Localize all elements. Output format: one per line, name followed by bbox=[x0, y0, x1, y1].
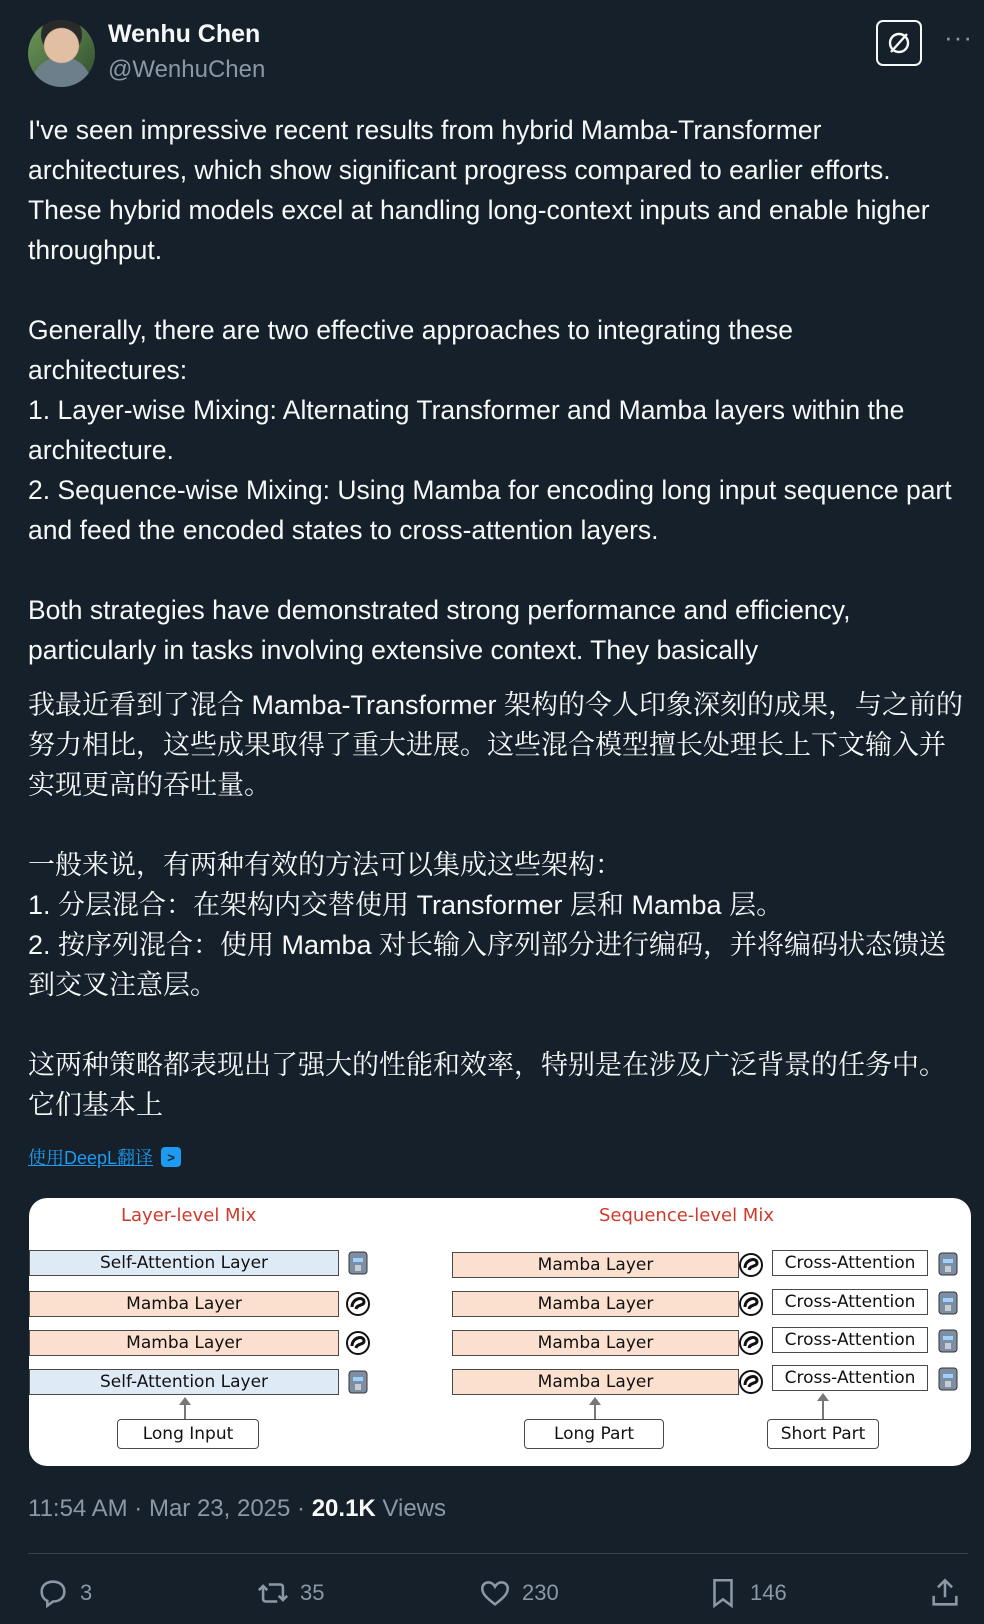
long-part-box: Long Part bbox=[524, 1419, 664, 1449]
translate-link-label[interactable]: 使用DeepL翻译 bbox=[28, 1148, 154, 1168]
mamba-snake-icon bbox=[737, 1368, 765, 1396]
mamba-snake-icon bbox=[344, 1290, 372, 1318]
layer-level-title: Layer-level Mix bbox=[121, 1205, 257, 1226]
more-options-icon[interactable]: ··· bbox=[944, 22, 973, 52]
bookmark-button[interactable] bbox=[706, 1576, 787, 1610]
transformer-robot-icon bbox=[344, 1368, 372, 1396]
sequence-level-title: Sequence-level Mix bbox=[599, 1205, 774, 1226]
heart-icon bbox=[478, 1576, 512, 1610]
reply-icon bbox=[36, 1576, 70, 1610]
mamba-snake-icon bbox=[737, 1251, 765, 1279]
long-input-box: Long Input bbox=[117, 1419, 259, 1449]
attached-image[interactable] bbox=[29, 1198, 971, 1466]
arrow-up-icon bbox=[822, 1395, 824, 1419]
transformer-robot-icon bbox=[934, 1250, 962, 1278]
tweet-header bbox=[28, 20, 973, 88]
grok-icon bbox=[884, 28, 914, 58]
translate-link[interactable] bbox=[28, 1144, 181, 1170]
share-icon bbox=[928, 1576, 962, 1610]
cross-attention-layer: Cross-Attention bbox=[772, 1327, 928, 1353]
divider bbox=[28, 1553, 968, 1554]
transformer-robot-icon bbox=[934, 1289, 962, 1317]
deepl-icon: > bbox=[161, 1147, 181, 1167]
mamba-layer: Mamba Layer bbox=[452, 1369, 739, 1395]
cross-attention-layer: Cross-Attention bbox=[772, 1289, 928, 1315]
mamba-layer: Mamba Layer bbox=[452, 1330, 739, 1356]
mamba-snake-icon bbox=[737, 1290, 765, 1318]
arrow-up-icon bbox=[184, 1399, 186, 1419]
transformer-robot-icon bbox=[934, 1365, 962, 1393]
reply-button[interactable] bbox=[36, 1576, 92, 1610]
mamba-layer: Mamba Layer bbox=[452, 1291, 739, 1317]
author-name[interactable]: Wenhu Chen bbox=[108, 20, 261, 48]
self-attention-layer: Self-Attention Layer bbox=[29, 1250, 339, 1276]
mamba-layer: Mamba Layer bbox=[29, 1330, 339, 1356]
action-bar bbox=[0, 1568, 984, 1624]
like-button[interactable] bbox=[478, 1576, 559, 1610]
transformer-robot-icon bbox=[344, 1249, 372, 1277]
repost-count: 35 bbox=[300, 1580, 325, 1605]
author-handle[interactable]: @WenhuChen bbox=[108, 56, 266, 83]
bookmark-icon bbox=[706, 1576, 740, 1610]
repost-icon bbox=[256, 1576, 290, 1610]
mamba-snake-icon bbox=[344, 1329, 372, 1357]
grok-button[interactable] bbox=[876, 20, 922, 66]
transformer-robot-icon bbox=[934, 1327, 962, 1355]
arrow-up-icon bbox=[594, 1399, 596, 1419]
views-label: Views bbox=[375, 1495, 447, 1522]
avatar[interactable] bbox=[28, 20, 95, 87]
translated-text: 我最近看到了混合 Mamba-Transformer 架构的令人印象深刻的成果，与之前的努力相比，这些成果取得了重大进展。这些混合模型擅长处理长上下文输入并实现更高的吞吐量。 一般来说，有两种有效的方法可以集成这些架构： 1. 分层混合：在架构内交替使用 Transformer 层和 Mamba 层。 2. 按序列混合：使用 Mamba 对长输入序列部分进行编码，并将编码状态馈送到交叉注意层。 这两种策略都表现出了强大的性能和效率，特别是在涉及广泛背景的任务中。它们基本上 bbox=[28, 690, 964, 1120]
bookmark-count: 146 bbox=[750, 1580, 787, 1605]
timestamp[interactable]: 11:54 AM · Mar 23, 2025 · bbox=[28, 1495, 312, 1522]
self-attention-layer: Self-Attention Layer bbox=[29, 1369, 339, 1395]
repost-button[interactable] bbox=[256, 1576, 324, 1610]
reply-count: 3 bbox=[80, 1580, 93, 1605]
tweet-meta bbox=[28, 1495, 446, 1523]
views-count: 20.1K bbox=[311, 1495, 376, 1522]
short-part-box: Short Part bbox=[767, 1419, 879, 1449]
cross-attention-layer: Cross-Attention bbox=[772, 1365, 928, 1391]
cross-attention-layer: Cross-Attention bbox=[772, 1250, 928, 1276]
mamba-layer: Mamba Layer bbox=[29, 1291, 339, 1317]
like-count: 230 bbox=[522, 1580, 559, 1605]
share-button[interactable] bbox=[928, 1576, 962, 1610]
tweet-text: I've seen impressive recent results from hybrid Mamba-Transformer architectures, which show significant progress compared to earlier efforts. These hybrid models excel at handling long-context inputs and enable higher throughput. Generally, there are two effective approaches to integrating these architectures: 1. Layer-wise Mixing: Alternating Transformer and Mamba layers within the architecture. 2. Sequence-wise Mixing: Using Mamba for encoding long input sequence part and feed the encoded states to cross-attention layers. Both strategies have demonstrated strong performance and efficiency, particularly in tasks involving extensive context. They basically bbox=[28, 115, 952, 665]
mamba-layer: Mamba Layer bbox=[452, 1252, 739, 1278]
mamba-snake-icon bbox=[737, 1329, 765, 1357]
